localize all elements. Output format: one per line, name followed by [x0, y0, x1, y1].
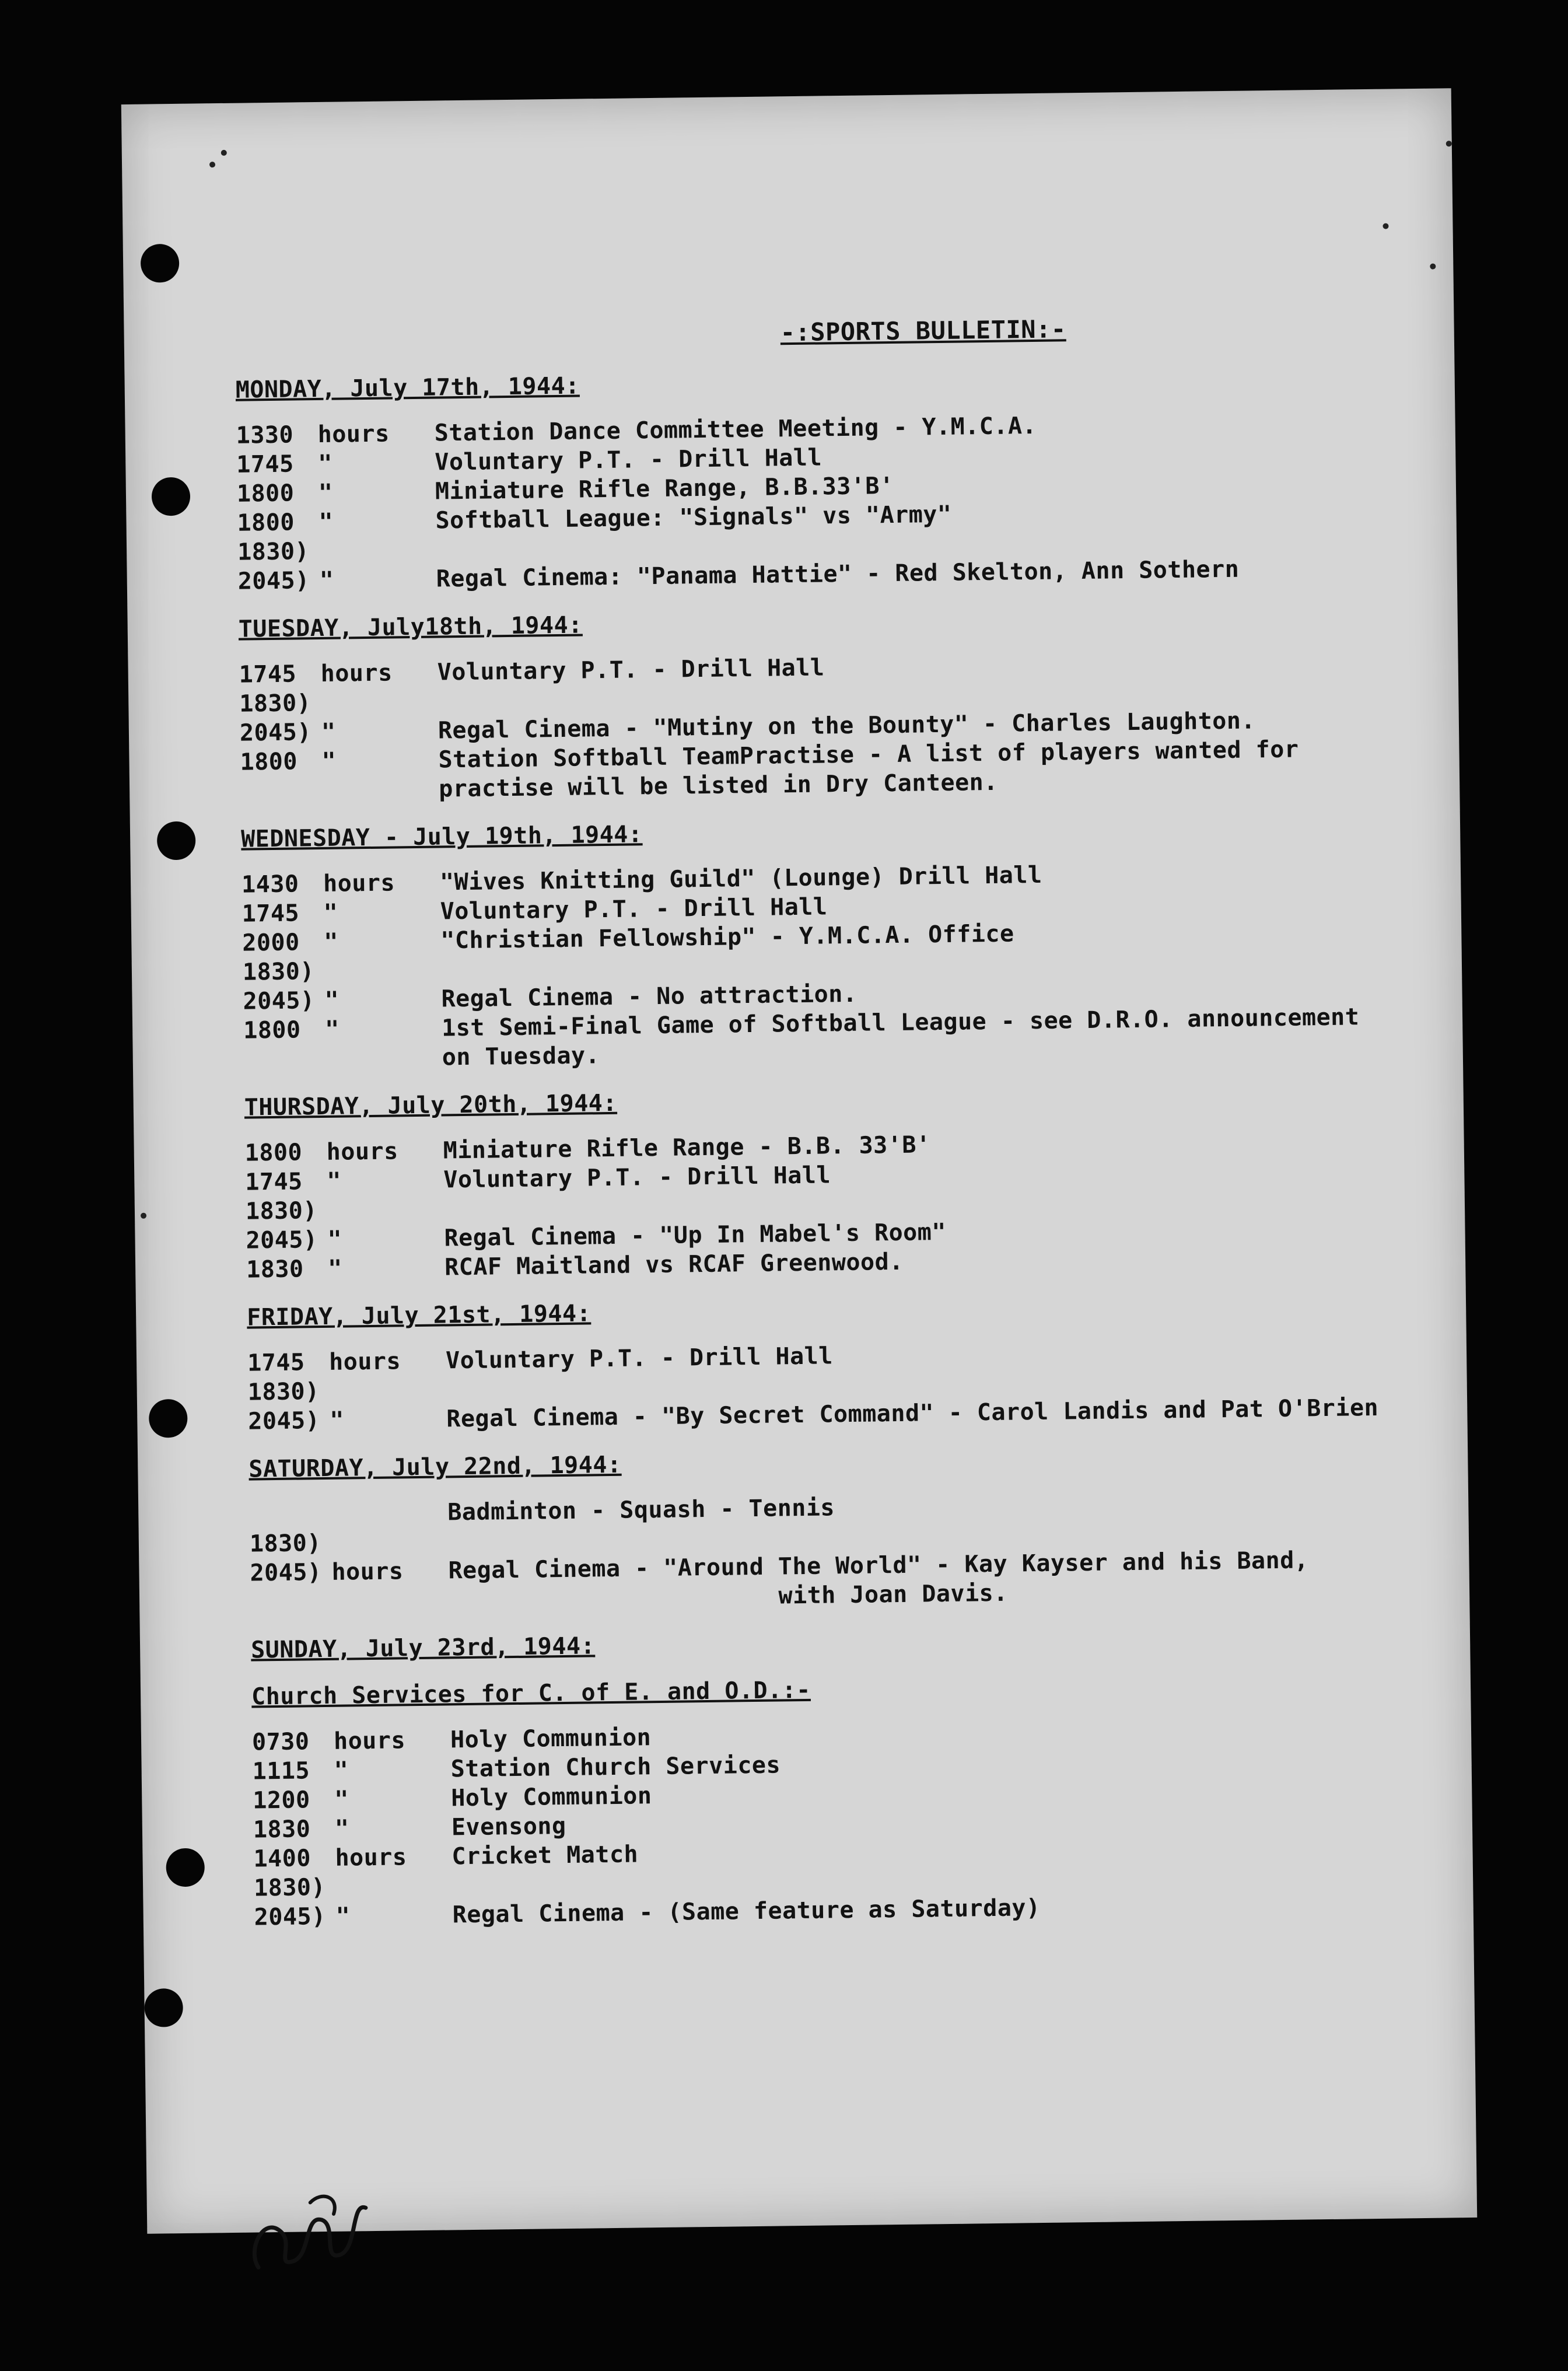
schedule-time: 1830) [247, 1378, 320, 1406]
document-page [121, 88, 1477, 2234]
schedule-time: 1800 [243, 1016, 301, 1044]
punch-hole [166, 1848, 205, 1887]
schedule-unit: hours [320, 659, 393, 687]
schedule-unit: " [327, 1226, 342, 1253]
schedule-event: RCAF Maitland vs RCAF Greenwood. [444, 1248, 904, 1281]
schedule-event: Evensong [451, 1812, 566, 1841]
schedule-event: Miniature Rifle Range, B.B.33'B' [435, 472, 894, 505]
bulletin-content [235, 311, 1409, 1932]
schedule-unit [327, 1194, 444, 1225]
day-heading: SATURDAY, July 22nd, 1944: [249, 1451, 622, 1483]
day-subheading: Church Services for C. of E. and O.D.:- [251, 1676, 811, 1711]
schedule-unit: " [318, 479, 333, 506]
schedule-unit: hours [335, 1844, 407, 1872]
schedule-unit: hours [331, 1558, 404, 1586]
schedule-time: 2045) [239, 719, 312, 747]
schedule-time: 2000 [242, 929, 300, 957]
schedule-unit: " [327, 1167, 342, 1195]
punch-hole [141, 244, 180, 283]
schedule-time: 1830) [242, 958, 315, 986]
schedule-unit [329, 1375, 446, 1405]
schedule-event: Regal Cinema: "Panama Hattie" - Red Skelton, Ann Sothern [436, 555, 1240, 593]
schedule-event: Voluntary P.T. - Drill Hall [445, 1342, 834, 1375]
schedule-event: Badminton - Squash - Tennis [447, 1494, 835, 1526]
schedule-event: 1st Semi-Final Game of Softball League - see D.R.O. announcement on Tuesday. [441, 1003, 1374, 1071]
schedule-time: 2045) [246, 1226, 318, 1254]
schedule-time: 1430 [241, 870, 299, 898]
schedule-time: 1115 [252, 1757, 310, 1785]
schedule-event: Voluntary P.T. - Drill Hall [435, 444, 822, 476]
schedule-unit: " [323, 899, 338, 926]
schedule-event: Voluntary P.T. - Drill Hall [440, 893, 828, 925]
schedule-event: Regal Cinema - "Mutiny on the Bounty" - Charles Laughton. [438, 707, 1256, 744]
punch-hole [152, 477, 191, 516]
schedule-time: 1830) [253, 1874, 326, 1902]
schedule-event: Station Church Services [450, 1751, 781, 1783]
schedule-unit: " [334, 1757, 349, 1784]
schedule-time [249, 1499, 331, 1530]
schedule-event: Softball League: "Signals" vs "Army" [435, 501, 952, 534]
schedule-event: Holy Communion [451, 1782, 652, 1812]
schedule-time: 1745 [239, 660, 297, 688]
schedule-time: 1745 [247, 1349, 305, 1377]
schedule-time: 2045) [237, 567, 310, 595]
schedule-time: 1200 [253, 1786, 310, 1814]
schedule-unit [319, 536, 436, 566]
day-heading: SUNDAY, July 23rd, 1944: [250, 1632, 596, 1664]
speck [1446, 141, 1452, 146]
schedule-time: 1830 [246, 1256, 304, 1284]
schedule-unit: hours [333, 1727, 406, 1755]
schedule-time: 1830 [253, 1816, 311, 1844]
schedule-time: 1830) [245, 1197, 318, 1225]
speck [1430, 264, 1436, 270]
schedule-unit [331, 1527, 449, 1557]
schedule-time: 1800 [240, 748, 298, 776]
schedule-unit: " [324, 1016, 340, 1043]
schedule-event: Regal Cinema - "Up In Mabel's Room" [444, 1218, 947, 1252]
schedule-time: 1800 [236, 480, 295, 508]
schedule-time: 1830) [237, 538, 310, 566]
punch-hole [157, 821, 196, 861]
schedule-event: Regal Cinema - No attraction. [441, 980, 858, 1013]
schedule-time: 1400 [253, 1845, 312, 1873]
schedule-unit: " [324, 987, 340, 1014]
day-heading: WEDNESDAY - July 19th, 1944: [240, 821, 643, 853]
schedule-unit [331, 1498, 448, 1528]
schedule-time: 1745 [236, 450, 294, 478]
schedule-time: 1330 [236, 421, 294, 449]
schedule-unit [324, 955, 442, 985]
speck [209, 162, 215, 167]
speck [1382, 223, 1388, 229]
day-heading: TUESDAY, July18th, 1944: [238, 611, 583, 643]
schedule-unit: " [327, 1255, 343, 1282]
schedule-unit [335, 1871, 453, 1901]
schedule-event: Station Softball TeamPractise - A list of players wanted for practise will be listed in Dry Canteen. [438, 736, 1314, 803]
schedule-time: 0730 [251, 1728, 310, 1756]
punch-hole [144, 1988, 183, 2027]
schedule-time: 1800 [237, 509, 295, 537]
schedule-event: Regal Cinema - "By Secret Command" - Carol Landis and Pat O'Brien [446, 1394, 1379, 1433]
schedule-time: 2045) [248, 1407, 320, 1435]
schedule-event: Voluntary P.T. - Drill Hall [437, 654, 825, 686]
schedule-time: 2045) [254, 1903, 326, 1931]
schedule-event: Cricket Match [452, 1841, 639, 1870]
schedule-time: 1745 [245, 1168, 303, 1196]
schedule-unit: hours [328, 1348, 401, 1376]
bulletin-title: -:SPORTS BULLETIN:- [780, 314, 1066, 347]
schedule-event: Miniature Rifle Range - B.B. 33'B' [443, 1131, 931, 1164]
schedule-unit: " [321, 718, 336, 746]
schedule-event: Voluntary P.T. - Drill Hall [443, 1162, 831, 1194]
schedule-time: 1745 [242, 900, 300, 928]
schedule-unit: " [335, 1903, 351, 1930]
schedule-time: 2045) [243, 987, 315, 1015]
speck [141, 1213, 146, 1219]
schedule-event: Holy Communion [450, 1724, 652, 1754]
schedule-time: 1800 [244, 1139, 303, 1167]
handwritten-initials [240, 2178, 393, 2285]
schedule-unit [321, 687, 438, 718]
schedule-unit: " [324, 928, 339, 956]
schedule-unit: hours [317, 420, 390, 448]
schedule-unit: " [334, 1815, 349, 1842]
schedule-unit: " [330, 1407, 345, 1434]
day-heading: MONDAY, July 17th, 1944: [235, 372, 580, 404]
schedule-unit: " [318, 508, 334, 536]
schedule-time: 1830) [249, 1530, 322, 1558]
schedule-unit: " [334, 1786, 349, 1813]
schedule-unit: " [321, 747, 337, 775]
day-heading: THURSDAY, July 20th, 1944: [244, 1089, 618, 1121]
schedule-unit: hours [323, 869, 396, 897]
schedule-event: "Christian Fellowship" - Y.M.C.A. Office [440, 920, 1014, 954]
day-heading: FRIDAY, July 21st, 1944: [246, 1300, 592, 1331]
schedule-unit: " [319, 566, 334, 594]
schedule-time: 1830) [239, 690, 312, 718]
punch-hole [149, 1399, 188, 1438]
schedule-event: Regal Cinema - "Around The World" - Kay Kayser and his Band, with Joan Davis. [448, 1547, 1309, 1614]
speck [221, 150, 227, 156]
schedule-event: "Wives Knitting Guild" (Lounge) Drill Hall [439, 861, 1042, 896]
schedule-time: 2045) [250, 1559, 322, 1587]
bulletin-days [236, 363, 1409, 1932]
schedule-event: Regal Cinema - (Same feature as Saturday) [452, 1894, 1041, 1929]
schedule-event: Station Dance Committee Meeting - Y.M.C.A. [434, 412, 1037, 447]
schedule-unit: hours [326, 1138, 398, 1166]
schedule-unit: " [318, 450, 333, 477]
